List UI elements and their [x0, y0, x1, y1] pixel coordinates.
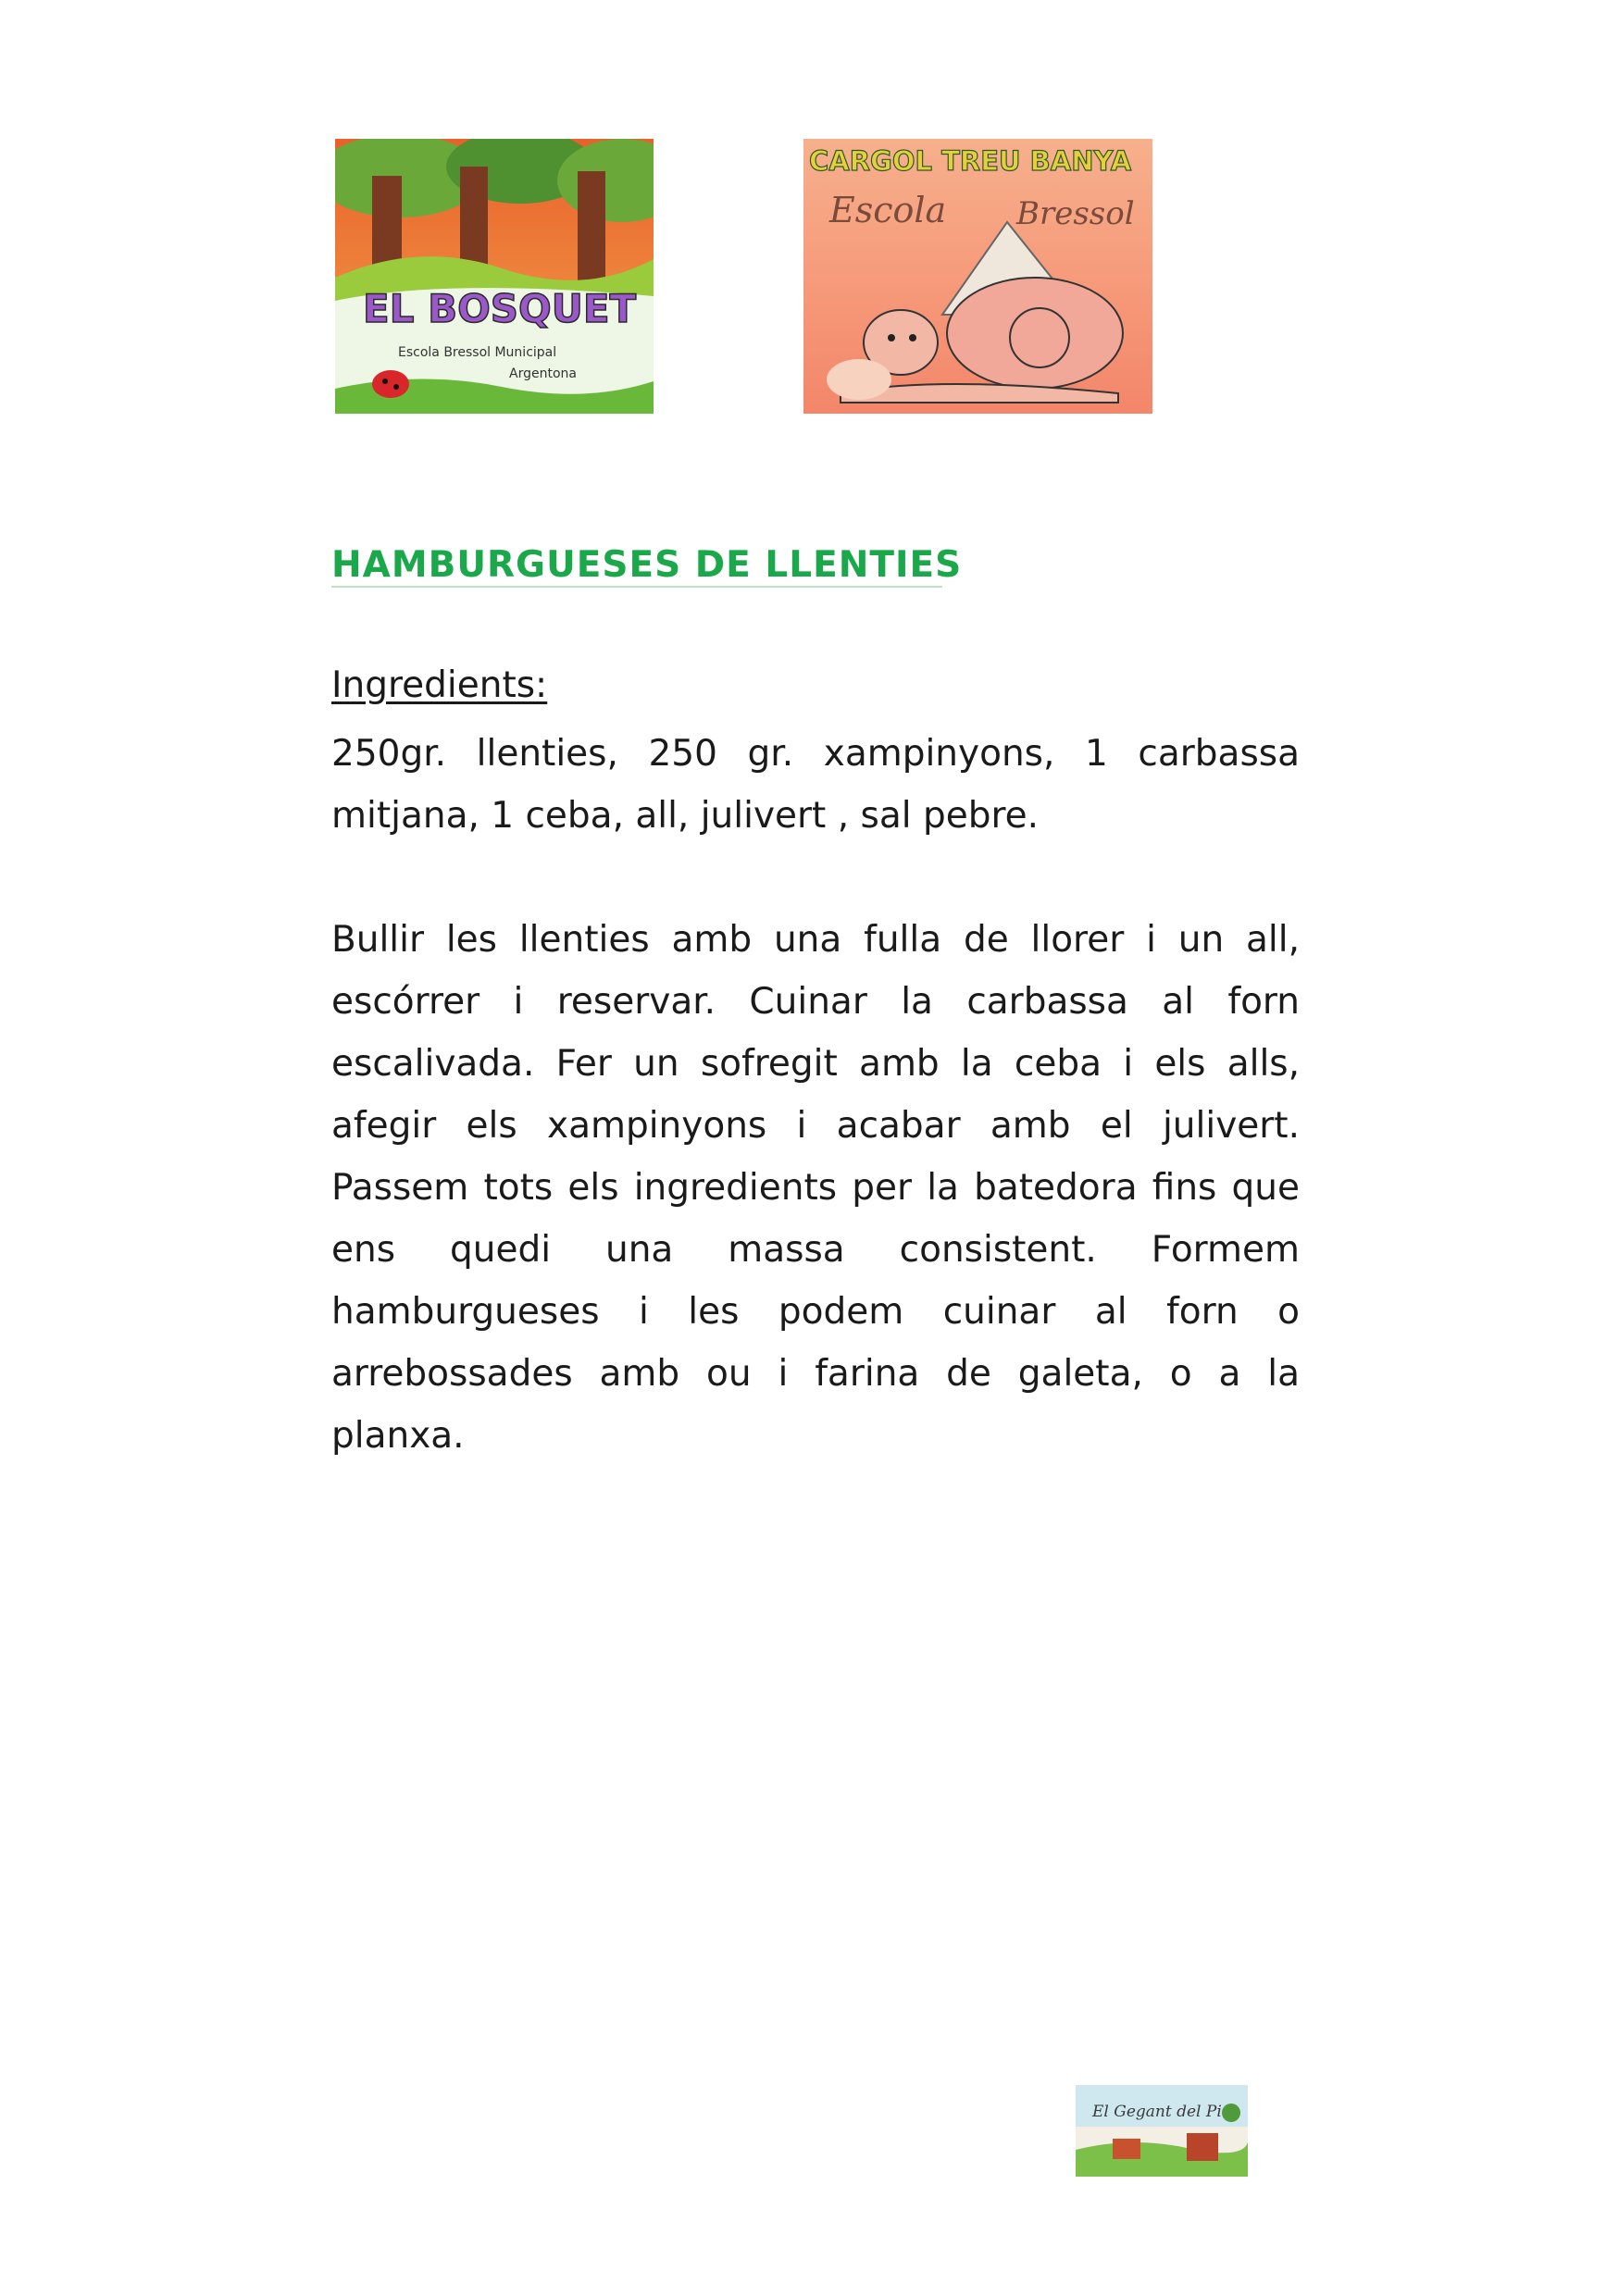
- title-underline: [331, 586, 942, 588]
- method-text: Bullir les llenties amb una fulla de llorer i un all, escórrer i reservar. Cuinar la carbassa al forn escalivada. Fer un sofregit amb la ceba i els alls, afegir els xampinyons i acabar amb el julivert. Passem tots els ingredients per la batedora fins que ens quedi una massa consistent. Formem hamburgueses i les podem cuinar al forn o arrebossades amb ou i farina de galeta, o a la planxa.: [331, 919, 1300, 1457]
- cargol-wordmark: CARGOL TREU BANYA: [809, 145, 1132, 177]
- gegant-logo: [1076, 2085, 1248, 2177]
- snail-shell-icon: [947, 278, 1123, 389]
- bosquet-logo: [335, 139, 654, 414]
- recipe-title: HAMBURGUESES DE LLENTIES: [331, 544, 963, 586]
- bosquet-caption-1: Escola Bressol Municipal: [398, 345, 557, 360]
- ingredients-heading: Ingredients:: [331, 664, 548, 706]
- bosquet-wordmark: EL BOSQUET: [363, 286, 637, 331]
- ingredients-text: 250gr. llenties, 250 gr. xampinyons, 1 carbassa mitjana, 1 ceba, all, julivert , sal pebre.: [331, 733, 1300, 837]
- ladybug-icon: [372, 370, 409, 398]
- bosquet-caption-2: Argentona: [509, 366, 577, 381]
- cargol-logo: [803, 139, 1152, 414]
- cargol-caption-1: Escola: [829, 190, 947, 230]
- gegant-wordmark: El Gegant del Pi: [1092, 2103, 1222, 2121]
- cargol-caption-2: Bressol: [1016, 195, 1135, 232]
